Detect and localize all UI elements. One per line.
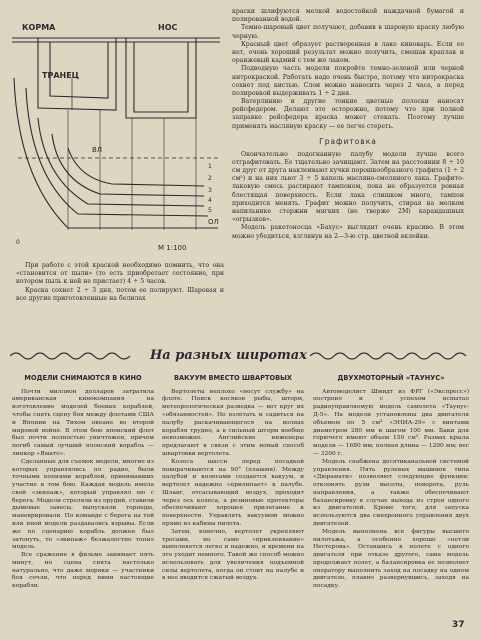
column-cinema (12, 374, 154, 591)
frame-number: 1 (208, 163, 212, 170)
paragraph: Красный цвет образует растворенная в лаке киноварь. Если ее нет, очень хороший результат можно получить, смешав краплак и оранжевый кадмий с тем же лаком. (232, 40, 464, 65)
frame-number: 4 (208, 197, 212, 204)
label-bow: НОС (158, 23, 178, 32)
right-top-text (232, 8, 464, 241)
label-stern: КОРМА (22, 23, 56, 32)
column-title: ДВУХМОТОРНЫЙ «ТАУНУС» (337, 374, 445, 382)
section-banner (10, 346, 472, 366)
paragraph: Модель выполнена все фигуры высшего пилотажа, а особенно хорошо «петли Нестерова». Оставшись в полете с одного двигателя при отказе другого, сама модель продолжает полет, а балансировка ее позволяет оператору выполнить заход на посадку на одном двигателе, плавно развернувшись, заходя на посадку. (313, 528, 469, 590)
column-vacuum (162, 374, 304, 583)
frame-number: 2 (208, 175, 212, 182)
paragraph: Почти миллион долларов затратила американская кинокомпания на изготовление моделей боевых кораблей, чтобы снять сцену боя между флотами США и Японии на Тихом океане во второй мировой войне. В этом бою японский флот был почти полностью уничтожен, причем погиб самый лучший японский корабль — линкор «Ямато». (12, 388, 154, 457)
paragraph: Колеса шасси перед посадкой поворачиваются на 90° (плашмя). Между палубой и колесами создается вакуум, и вертолет надежно «прилипает» к палубе. Шланг, отсасывающий воздух, проходит через ось колеса, а резиновые протекторы обеспечивают хорошее прилегание к поверхности. Управлять вакуумом можно прямо из кабины пилота. (162, 458, 304, 527)
label-ol: ОЛ (208, 218, 219, 226)
paragraph: Краска сохнет 2 ÷ 3 дня, потом ее полируют. Шаровая и все другие приготовленные на белилах (16, 286, 224, 302)
paragraph: При работе с этой краской необходимо помнить, что она «становится от пыли» (то есть приобретает состояние, при котором пыль к ней не пристает) 4 ÷ 5 часов. (16, 262, 224, 286)
banner-title: На разных широтах (150, 348, 307, 363)
paragraph: Модель ракетоносца «Бахус» выглядит очень красиво. В этом можно убедиться, взглянув на 2—3-ю стр. цветной вклейки. (232, 224, 464, 240)
frame-number: 0 (16, 239, 20, 246)
paragraph: краски шлифуются мелкой водостойкой наждачной бумагой и полированной водой. (232, 8, 464, 24)
paragraph: Окончательно подогнанную палубу модели лучше всего отграфитовать. Ее тщательно зачищают. Затем на расстоянии 8 ÷ 10 см друг от друга наклеивают кучки порошкообразного графита (1 ÷ 2 см²) и на них льют 3 ÷ 5 капель масляно-смоляного лака. Графито-лаковую смесь растирают тампоном, пока не образуется ровная блестящая поверхность. Если лака слишком много, тампон приходится менять. Графит можно получить, стирая на мелком напильнике стержни мягких (не тверже 2М) карандашных «огрызков». (232, 150, 464, 224)
label-vl: ВЛ (92, 146, 103, 154)
column-taunus (313, 374, 469, 591)
paragraph: Затем, конечно, вертолет укрепляют тросами, но само «приклеивание» выполняется легко и надежно, и времени на это уходит немного. Такой же способ можно использовать для увеличения подъемной силы вертолета, когда он стоит на палубе и в нее вводится сжатый воздух. (162, 528, 304, 582)
paragraph: Модель снабжена десятиканальной системой управления. Пять рулевых машинок типа «Дюрамати» позволяют следующие функции: отклонять рули высоты, поворота, руль направления, а также обеспечивают балансировку в случае выхода из строя одного из двигателей. Кроме того, для запуска используются два синхронного управления двух двигателей. (313, 458, 469, 527)
paragraph: Подводную часть модели покройте темно-зеленой или черной нитрокраской. Работать надо очень быстро, потому что нитрокраска сохнет под кистью. Слои можно наносить через 2 часа, а перед полировкой выдерживать 1 ÷ 2 дня. (232, 65, 464, 97)
column-title: ВАКУУМ ВМЕСТО ШВАРТОВЫХ (173, 374, 293, 382)
page-number: 37 (452, 620, 465, 630)
paragraph: Все сражение в фильме занимает пять минут, но сцена снята настолько натурально, что даже моряки — участники боя сочли, что перед ними настоящие корабли. (12, 552, 154, 590)
frame-number: 3 (208, 187, 212, 194)
paragraph: Темно-шаровый цвет получают, добавив в шаровую краску любую черную. (232, 24, 464, 40)
section-heading: Графитовка (319, 136, 377, 146)
left-caption (16, 262, 224, 303)
paragraph: Сделанные для съемок модели, многие из которых управлялись по радио, были точными копиями кораблей, принимавших участие в том бою. Каждая модель имела свой «экипаж», который управлял ею с берега. Модели стреляли из орудий, ставили дымовые завесы, выпускали торпеды, маневрировали. По команде с берега на той или иной модели раздавались взрывы. Если же по сценарию корабль должен был затонуть, то «экипаж» безжалостно топил модель. (12, 458, 154, 551)
hull-drawing (8, 18, 224, 258)
paragraph: Автомоделист Шмидт из ФРГ («Экспресс») построил и с успехом испытал радиоуправляемую модель самолета «Таунус-Д-5». На модели установлены два двигателя объемом по 5 см³ «ЭНИА-29» с винтами диаметром 280 мм и шагом 100 мм. Баки для горючего имеют объем 150 см³. Размах крыла модели — 1680 мм; полная длина — 1200 мм; вес — 3200 г. (313, 388, 469, 457)
label-transom: ТРАНЕЦ (42, 71, 80, 80)
paragraph: Вертолеты неплохо «несут службу» на флоте. Поиск косяков рыбы, шторм, метеорологическая разведка — вот круг их «обязанностей». Но взлетать и садиться на палубу раскачивающегося на волнах корабля трудно, а в сильный шторм вообще невозможно. Английские инженеры предлагают в связи с этим новый способ швартовки вертолета. (162, 388, 304, 457)
column-title: МОДЕЛИ СНИМАЮТСЯ В КИНО (24, 374, 142, 382)
frame-number: 5 (208, 207, 212, 214)
paragraph: Ватерлинию и другие тонкие цветные полоски наносят рейсфедером. Делают это осторожно, потому что при полной заправке рейсфедера краска может стекать. Поэтому лучше применять масляную краску — ее легче стереть. (232, 98, 464, 130)
scale-label: М 1:100 (158, 244, 187, 252)
